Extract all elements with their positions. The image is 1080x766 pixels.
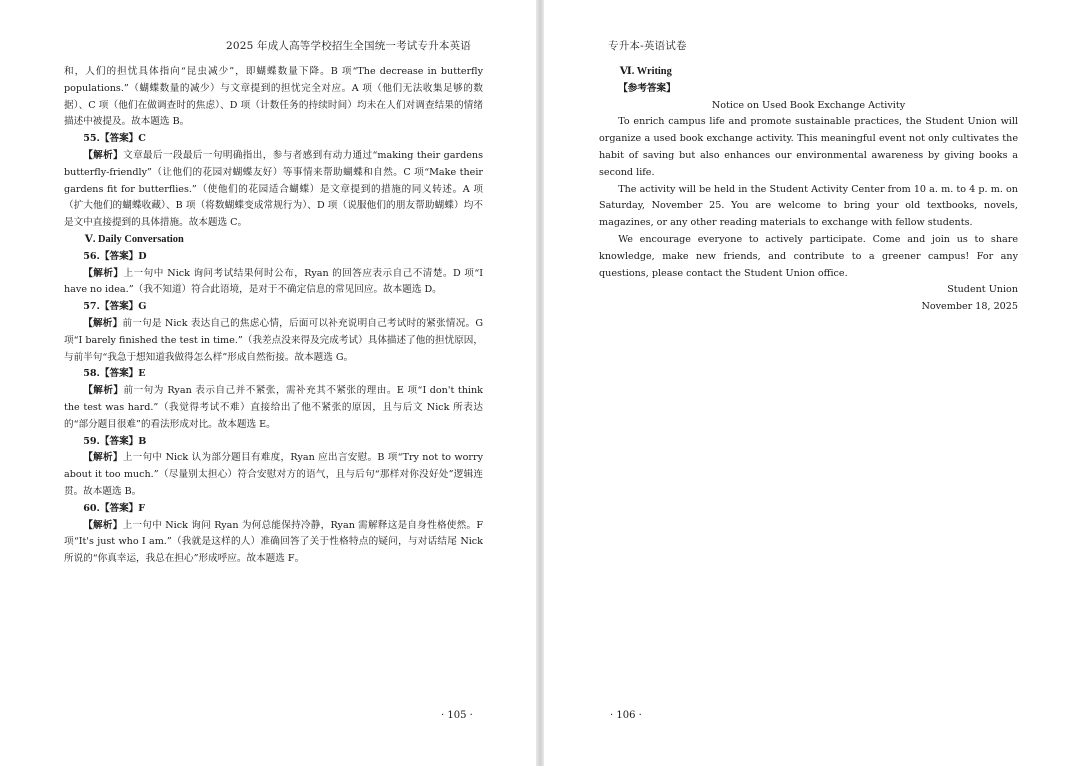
- left-page: [0, 0, 538, 766]
- analysis-59: [64, 450, 483, 500]
- notice-date: November 18, 2025: [921, 301, 1018, 313]
- section-title-writing: Ⅵ. Writing: [619, 66, 672, 77]
- answer-60: 60.【答案】F: [83, 502, 146, 514]
- left-page-number: · 105 ·: [441, 710, 473, 721]
- right-page-header: 专升本-英语试卷: [608, 40, 687, 52]
- notice-title: Notice on Used Book Exchange Activity: [711, 99, 906, 111]
- analysis-text: 上一句中 Nick 认为部分题目有难度，Ryan 应出言安慰。B 项“Try not to worry about it too much.”（尽量别太担心）符合安慰对方的语气，且与后句“那样对你没好处”逻辑连贯。故本题选 B。: [64, 452, 484, 497]
- reference-answer-label: 【参考答案】: [618, 82, 676, 94]
- analysis-text: 前一句是 Nick 表达自己的焦虑心情，后面可以补充说明自己考试时的紧张情况。G 项“I barely finished the test in time.”（我差点没来得及完成考试）具体描述了他的担忧原因，与前半句“我急于想知道我做得怎么样”形成自然衔接。故本题选 G。: [64, 317, 484, 363]
- answer-57: 57.【答案】G: [83, 301, 147, 313]
- analysis-57: [64, 316, 483, 366]
- analysis-56: [64, 266, 483, 300]
- left-page-header: 2025 年成人高等学校招生全国统一考试专升本英语: [225, 40, 471, 52]
- analysis-tag: 【解析】: [83, 385, 124, 397]
- analysis-tag: 【解析】: [83, 149, 124, 161]
- analysis-60: [64, 518, 483, 568]
- analysis-text: 上一句中 Nick 询问 Ryan 为何总能保持冷静，Ryan 需解释这是自身性格使然。F 项“It's just who I am.”（我就是这样的人）准确回答了关于性格特点的疑问，与对话结尾 Nick 所说的“你真幸运，我总在担心”形成呼应。故本题选 F。: [64, 519, 483, 565]
- left-page-content: [64, 64, 483, 568]
- answer-59: 59.【答案】B: [83, 435, 147, 447]
- analysis-tag: 【解析】: [83, 452, 123, 464]
- analysis-text: 上一句中 Nick 询问考试结果何时公布，Ryan 的回答应表示自己不清楚。D 项“I have no idea.”（我不知道）符合此语境，是对于不确定信息的常见回应。故本题选 D。: [64, 267, 484, 296]
- analysis-tag: 【解析】: [83, 519, 123, 531]
- right-page-number: · 106 ·: [610, 710, 642, 721]
- right-page-content: [599, 64, 1018, 316]
- notice-paragraph: The activity will be held in the Student Activity Center from 10 a. m. to 4 p. m. on Saturday, November 25. You are welcome to bring your old textbooks, novels, magazines, or any other reading materials to exchange with fellow students.: [599, 183, 1018, 229]
- right-page: [544, 0, 1080, 766]
- notice-paragraph: To enrich campus life and promote sustainable practices, the Student Union will organize a used book exchange activity. This meaningful event not only cultivates the habit of saving but also enhances our environmental awareness by giving books a second life.: [599, 116, 1018, 178]
- analysis-55: [64, 148, 483, 232]
- notice-signature: Student Union: [947, 284, 1018, 296]
- analysis-text: 文章最后一段最后一句明确指出，参与者感到有动力通过“making their gardens butterfly-friendly”（让他们的花园对蝴蝶友好）等事情来帮助蝴蝶和自然。C 项“Make their gardens fit for butterflies.”（使他们的花园适合蝴蝶）是文章提到的措施的同义转述。A 项（扩大他们的蝴蝶收藏）、B 项（将数蝴蝶变成常规行为）、D 项（说服他们的朋友帮助蝴蝶）均不是文中直接提到的具体措施。故本题选 C。: [64, 149, 483, 229]
- section-title-daily-conversation: Ⅴ. Daily Conversation: [84, 233, 184, 245]
- notice-paragraph: We encourage everyone to actively participate. Come and join us to share knowledge, make new friends, and contribute to a greener campus! For any questions, please contact the Student Union office.: [599, 233, 1018, 279]
- analysis-tag: 【解析】: [83, 317, 123, 329]
- analysis-tag: 【解析】: [83, 267, 124, 279]
- answer-55: 55.【答案】C: [83, 133, 146, 145]
- analysis-text: 前一句为 Ryan 表示自己并不紧张，需补充其不紧张的理由。E 项“I don't think the test was hard.”（我觉得考试不难）直接给出了他不紧张的原因，且与后文 Nick 所表达的“部分题目很难”的看法形成对比。故本题选 E。: [64, 385, 483, 430]
- analysis-58: [64, 383, 483, 433]
- continued-paragraph: 和，人们的担忧具体指向“昆虫减少”，即蝴蝶数量下降。B 项“The decrease in butterfly populations.”（蝴蝶数量的减少）与文章提到的担忧完全对应。A 项（他们无法收集足够的数据）、C 项（他们在做调查时的焦虑）、D 项（计数任务的持续时间）均未在人们对调查结果的情绪描述中被提及。故本题选 B。: [64, 66, 483, 128]
- answer-58: 58.【答案】E: [83, 368, 146, 380]
- answer-56: 56.【答案】D: [83, 250, 147, 262]
